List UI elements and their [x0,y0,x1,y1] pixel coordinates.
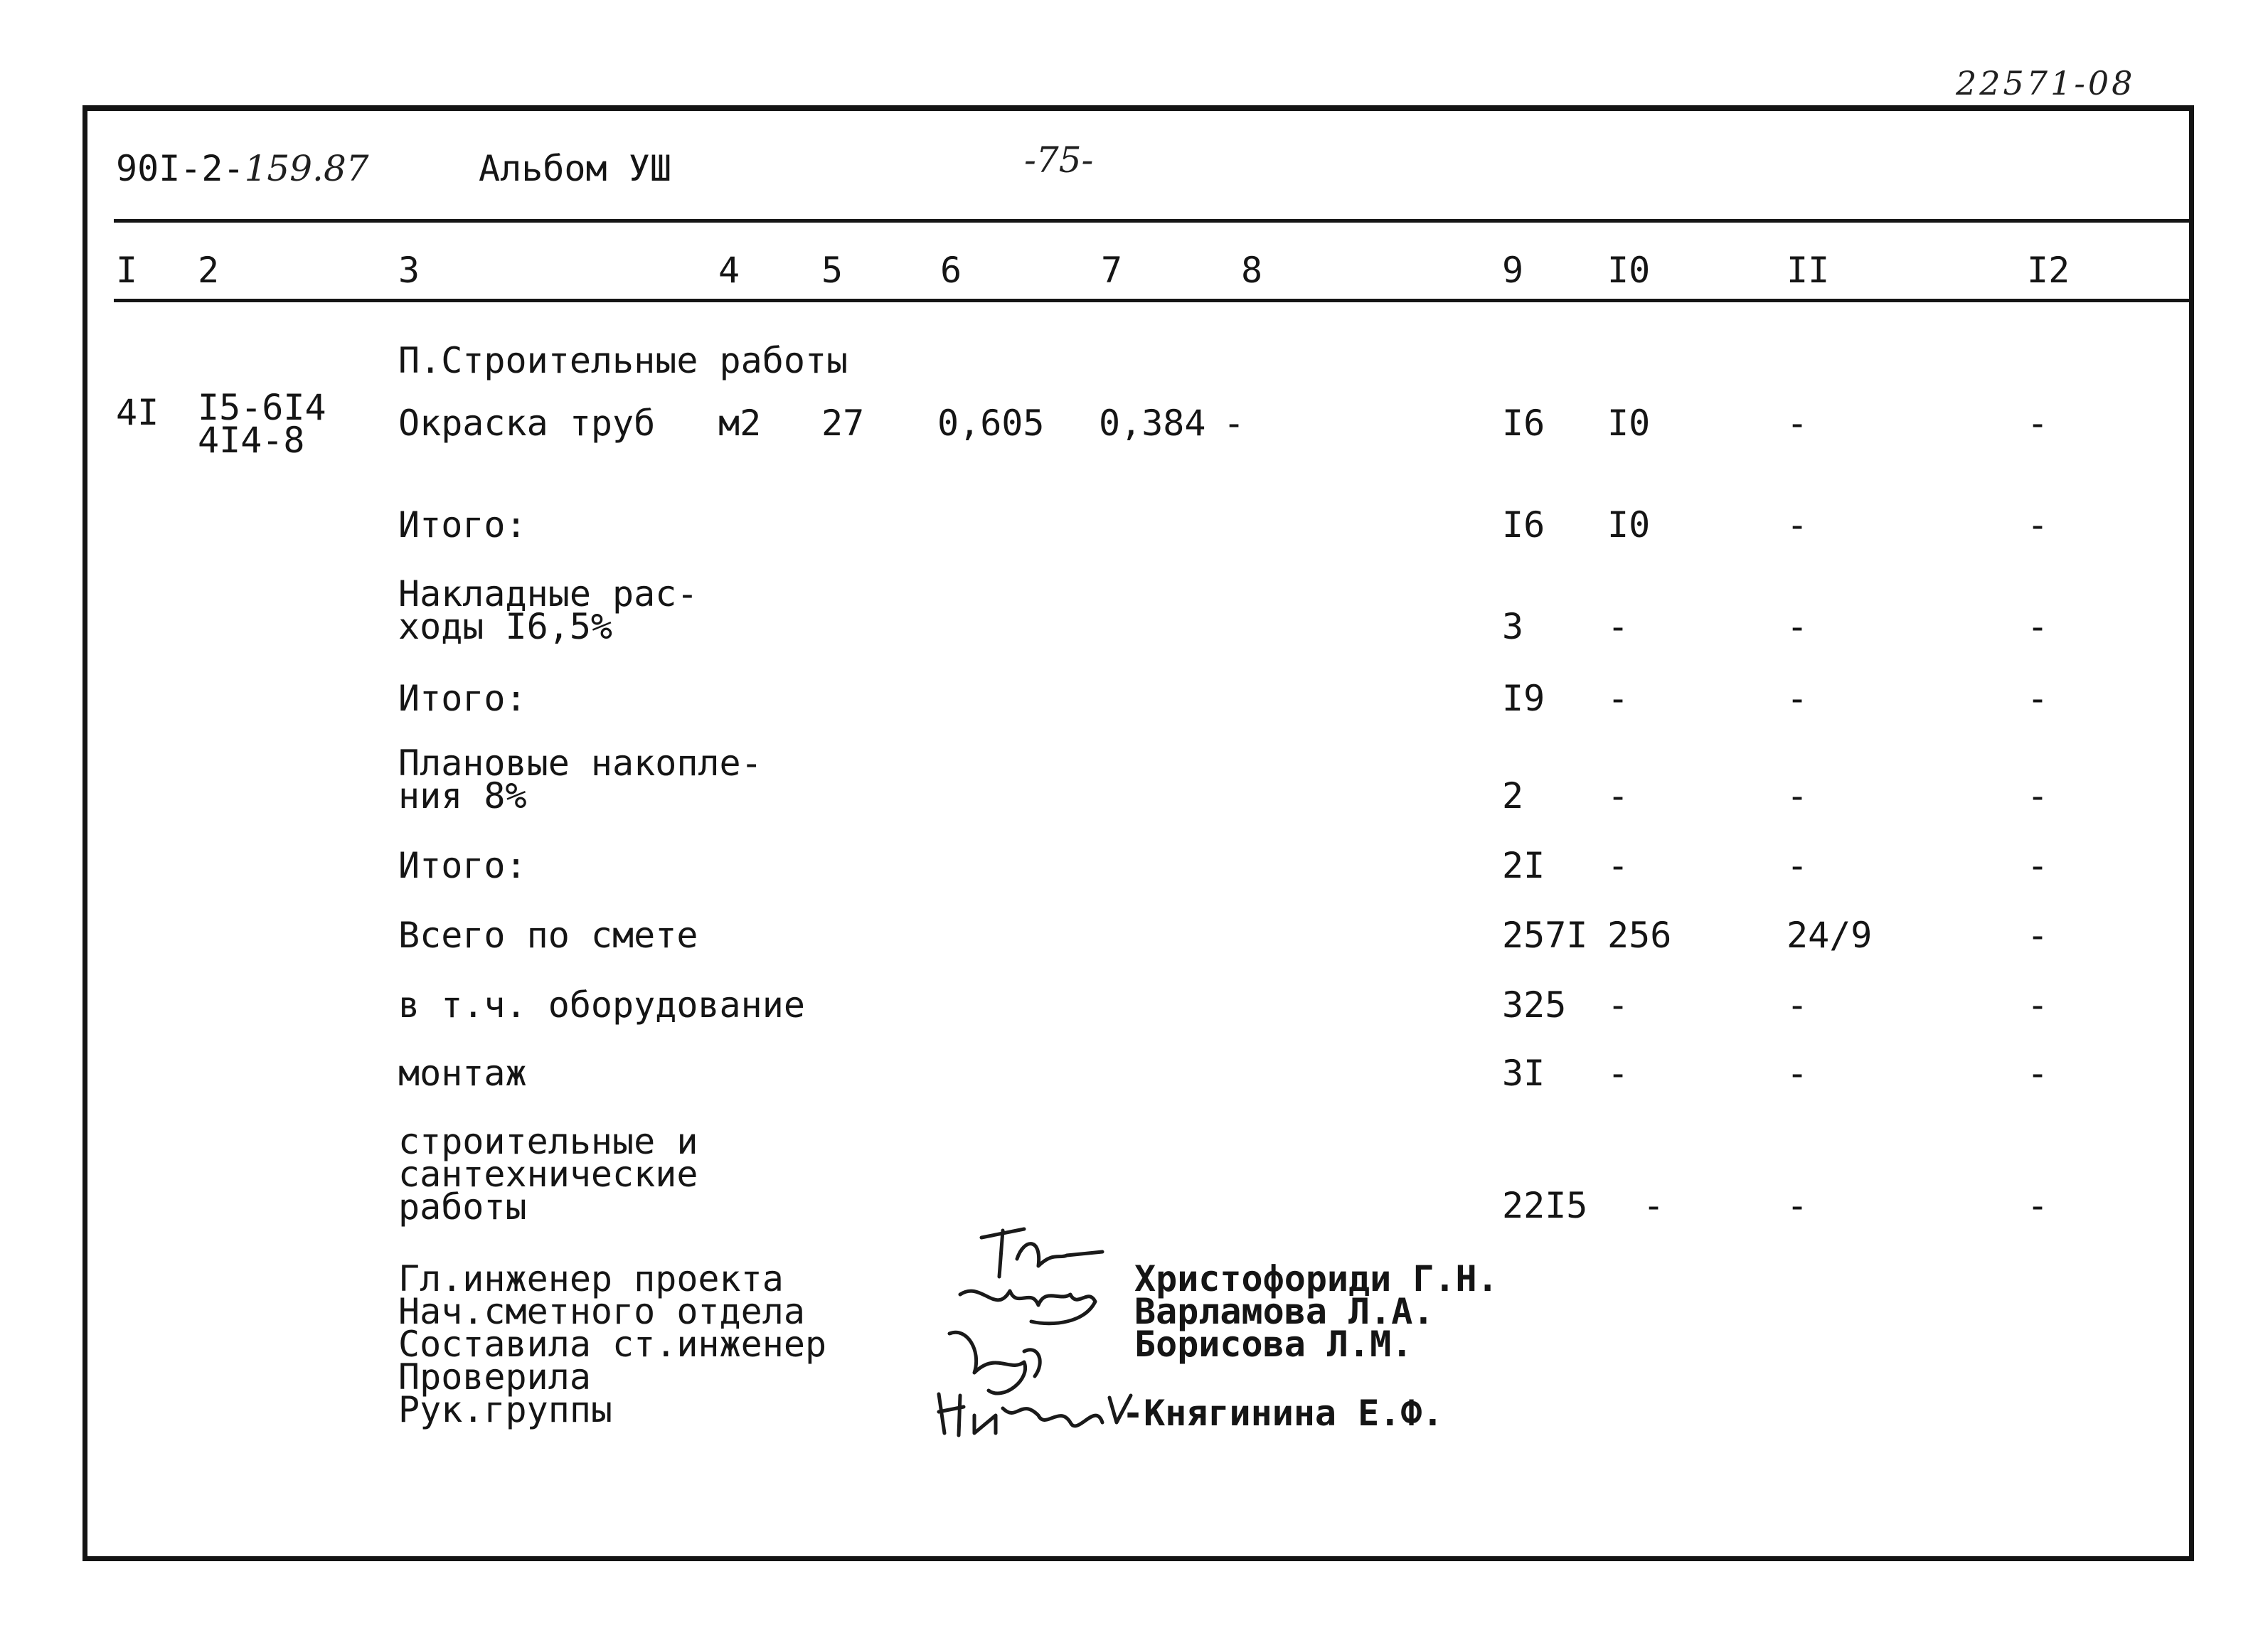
total-col9: I6 [1502,504,1545,546]
installation-col10: - [1607,1053,1629,1094]
planned-savings-label-line-2: ния 8% [398,775,527,817]
item-col10: I0 [1607,403,1651,444]
subtotal-3-col10: - [1607,845,1629,886]
item-col8: - [1223,403,1245,444]
equipment-col9: 325 [1502,984,1567,1026]
item-code [198,387,326,461]
name-christoforidi: Христофориди Г.Н. [1134,1258,1498,1299]
album-label: Альбом УШ [479,148,671,189]
name-varlamova: Варламова Л.А. [1134,1291,1434,1332]
col-6-header: 6 [940,250,962,291]
item-col6: 0,605 [937,403,1045,444]
col-10-header: I0 [1607,250,1651,291]
construction-col10: - [1643,1185,1665,1226]
subtotal-2-col10: - [1607,678,1629,719]
equipment-label: в т.ч. оборудование [398,984,805,1026]
overhead-label-line-2: ходы I6,5% [398,606,613,647]
signature-2 [960,1291,1095,1324]
grand-total-label: Всего по смете [398,915,698,956]
col-3-header: 3 [398,250,420,291]
col-1-header: I [116,250,138,291]
equipment-col11: - [1787,984,1809,1026]
col-2-header: 2 [198,250,220,291]
signature-1 [981,1229,1102,1277]
role-compiled-by: Составила ст.инженер [398,1324,827,1365]
overhead-label-line-1: Накладные рас- [398,573,698,615]
item-name: Окраска труб [398,403,656,444]
construction-label [398,1121,698,1228]
subtotal-2-label: Итого: [398,678,527,719]
header-rule-bottom [114,299,2190,302]
item-col7: 0,384 [1099,403,1206,444]
col-5-header: 5 [821,250,843,291]
subtotal-2-col11: - [1787,678,1809,719]
total-col10: I0 [1607,504,1651,546]
item-col12: - [2027,403,2049,444]
planned-savings-col9: 2 [1502,775,1524,817]
overhead-col9: 3 [1502,606,1524,647]
installation-col11: - [1787,1053,1809,1094]
item-code-line-1: I5-6I4 [198,387,326,428]
section-title: П.Строительные работы [398,340,848,381]
overhead-label [398,573,698,647]
col-12-header: I2 [2027,250,2070,291]
subtotal-2-col9: I9 [1502,678,1545,719]
role-checked-by: Проверила [398,1356,591,1398]
planned-savings-col10: - [1607,775,1629,817]
item-unit: м2 [718,403,762,444]
total-label: Итого: [398,504,527,546]
construction-col9: 22I5 [1502,1185,1588,1226]
page-number: -75- [1024,139,1094,181]
construction-col11: - [1787,1185,1809,1226]
signature-3 [949,1332,1040,1393]
construction-label-line-2: сантехнические [398,1154,698,1195]
col-8-header: 8 [1241,250,1263,291]
installation-col9: 3I [1502,1053,1545,1094]
project-code-printed: 90I-2- [116,148,245,189]
subtotal-3-col12: - [2027,845,2049,886]
grand-total-col12: - [2027,915,2049,956]
overhead-col12: - [2027,606,2049,647]
role-head-estimates: Нач.сметного отдела [398,1291,805,1332]
total-col11: - [1787,504,1809,546]
overhead-col11: - [1787,606,1809,647]
role-chief-engineer: Гл.инженер проекта [398,1258,784,1299]
subtotal-3-col11: - [1787,845,1809,886]
equipment-col12: - [2027,984,2049,1026]
installation-col12: - [2027,1053,2049,1094]
col-4-header: 4 [718,250,740,291]
grand-total-col10: 256 [1607,915,1672,956]
construction-col12: - [2027,1185,2049,1226]
document-number: 22571-08 [1956,64,2136,102]
planned-savings-col11: - [1787,775,1809,817]
planned-savings-label [398,743,762,817]
grand-total-col9: 257I [1502,915,1588,956]
role-group-head: Рук.группы [398,1389,613,1430]
item-col11: - [1787,403,1809,444]
subtotal-3-label: Итого: [398,845,527,886]
grand-total-col11: 24/9 [1787,915,1873,956]
project-code-handwritten: 159.87 [244,148,369,189]
name-knyaginina: -Княгинина Е.Ф. [1122,1393,1444,1434]
overhead-col10: - [1607,606,1629,647]
name-borisova: Борисова Л.М. [1134,1324,1413,1365]
construction-label-line-3: работы [398,1186,527,1228]
signature-4 [939,1394,1131,1435]
item-code-line-2: 4I4-8 [198,420,305,461]
col-7-header: 7 [1101,250,1123,291]
subtotal-2-col12: - [2027,678,2049,719]
signature-names [1134,1258,1498,1365]
total-col12: - [2027,504,2049,546]
item-quantity: 27 [821,403,865,444]
header-rule-top [114,219,2190,223]
item-number: 4I [116,392,159,433]
equipment-col10: - [1607,984,1629,1026]
installation-label: монтаж [398,1053,527,1094]
planned-savings-label-line-1: Плановые накопле- [398,743,762,784]
signature-roles [398,1258,827,1430]
col-9-header: 9 [1502,250,1524,291]
construction-label-line-1: строительные и [398,1121,698,1162]
subtotal-3-col9: 2I [1502,845,1545,886]
item-col9: I6 [1502,403,1545,444]
col-11-header: II [1787,250,1830,291]
project-code [116,148,369,189]
planned-savings-col12: - [2027,775,2049,817]
